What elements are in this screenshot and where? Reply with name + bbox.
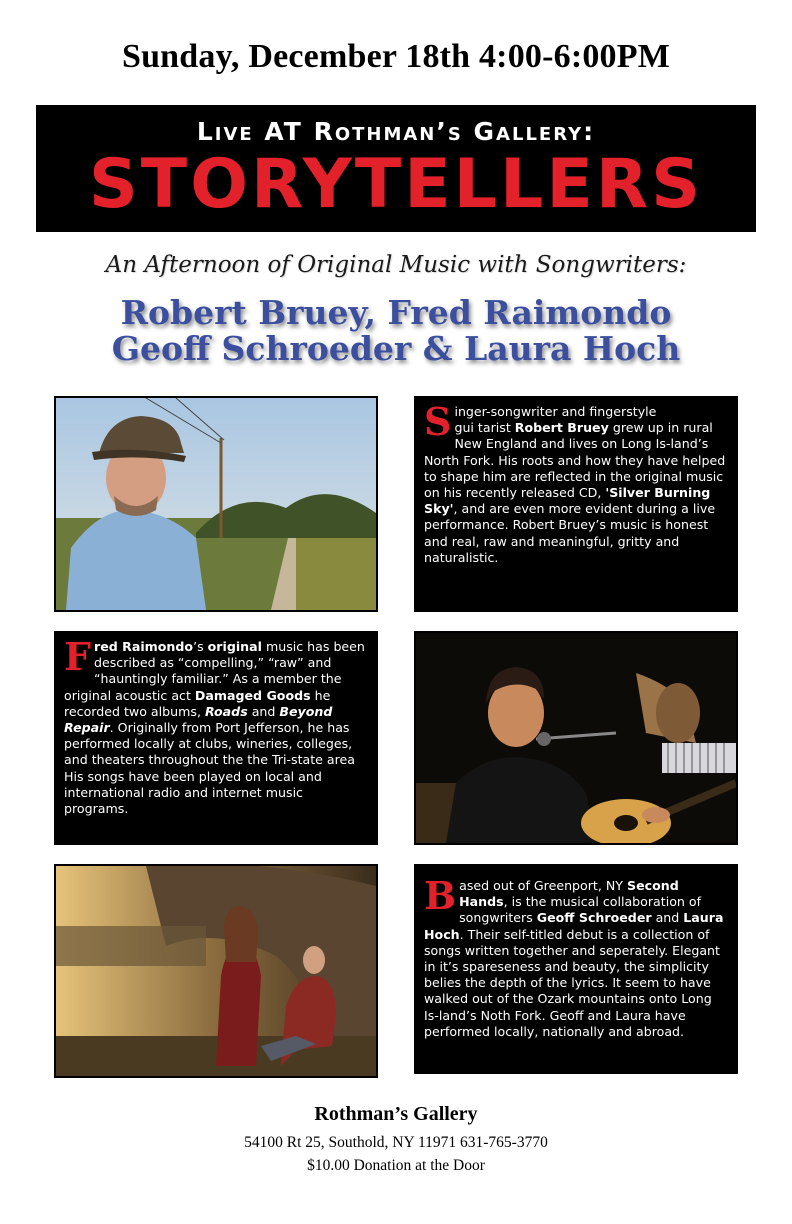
photo-second-hands (54, 864, 378, 1078)
bio-fred-raimondo-act: Damaged Goods (194, 687, 311, 703)
performer-names-line1: Robert Bruey, Fred Raimondo (120, 293, 672, 332)
photo-fred-raimondo-image (416, 633, 736, 843)
bio-robert-bruey: Singer-songwriter and fingerstyle gui tarist Robert Bruey grew up in rural New England and lives on Long Is-land’s North Fork. His roots and how they have helped to shape him are reflected in the original music on his recently released CD, 'Silver Burning Sky', and are even more evident during a live performance. Robert Bruey’s music is honest and real, raw and meaningful, gritty and naturalistic. (414, 396, 738, 612)
bio-robert-bruey-cd: 'Silver Burning Sky' (424, 485, 711, 517)
bio-robert-bruey-name: Robert Bruey (514, 420, 609, 436)
bio-fred-raimondo-name: red Raimondo (93, 639, 194, 654)
banner-title: STORYTELLERS (88, 145, 704, 224)
venue-name: Rothman’s Gallery (314, 1103, 478, 1125)
performer-names-line2: Geoff Schroeder & Laura Hoch (111, 329, 681, 368)
bio-second-hands: Based out of Greenport, NY Second Hands, is the musical collaboration of songwriters Geoff Schroeder and Laura Hoch. Their self-titled debut is a collection of songs written together and seperately. Elegant in it’s spareseness and beauty, the simplicity belies the depth of the lyrics. It seem to have walked out of the Ozark mountains onto Long Is-land’s Noth Fork. Geoff and Laura have performed locally, nationally and abroad. (414, 864, 738, 1074)
event-date: Sunday, December 18th 4:00-6:00PM (121, 38, 671, 75)
bio-second-hands-dropcap: B (424, 873, 457, 918)
bio-second-hands-band: Second Hands (459, 878, 679, 910)
photo-second-hands-image (56, 866, 376, 1076)
banner-venue-line: Live AT Rothman’s Gallery: (196, 117, 596, 146)
bio-robert-bruey-dropcap: S (424, 399, 452, 444)
bio-fred-raimondo: Fred Raimondo’s original music has been described as “compelling,” “raw” and “hauntingly familiar.” As a member the original acoustic act Damaged Goods he recorded two albums, Roads and Beyond Repair. Originally from Port Jefferson, he has performed locally at clubs, wineries, colleges, and theaters throughout the the Tri-state area His songs have been played on local and international radio and internet music programs. (54, 631, 378, 845)
photo-robert-bruey (54, 396, 378, 612)
photo-robert-bruey-image (56, 398, 376, 610)
donation-info: $10.00 Donation at the Door (307, 1157, 485, 1174)
title-banner (36, 105, 756, 232)
bio-fred-raimondo-album2: Beyond Repair (64, 703, 333, 736)
event-subtitle: An Afternoon of Original Music with Songwriters: (105, 252, 687, 278)
bio-fred-raimondo-album1: Roads (204, 703, 248, 719)
venue-address: 54100 Rt 25, Southold, NY 11971 631-765-3770 (244, 1134, 548, 1151)
performer-names (0, 295, 792, 367)
bio-second-hands-name2: Laura Hoch (424, 910, 724, 942)
bio-fred-raimondo-dropcap: F (64, 634, 91, 679)
photo-fred-raimondo (414, 631, 738, 845)
bio-second-hands-name1: Geoff Schroeder (536, 910, 652, 926)
